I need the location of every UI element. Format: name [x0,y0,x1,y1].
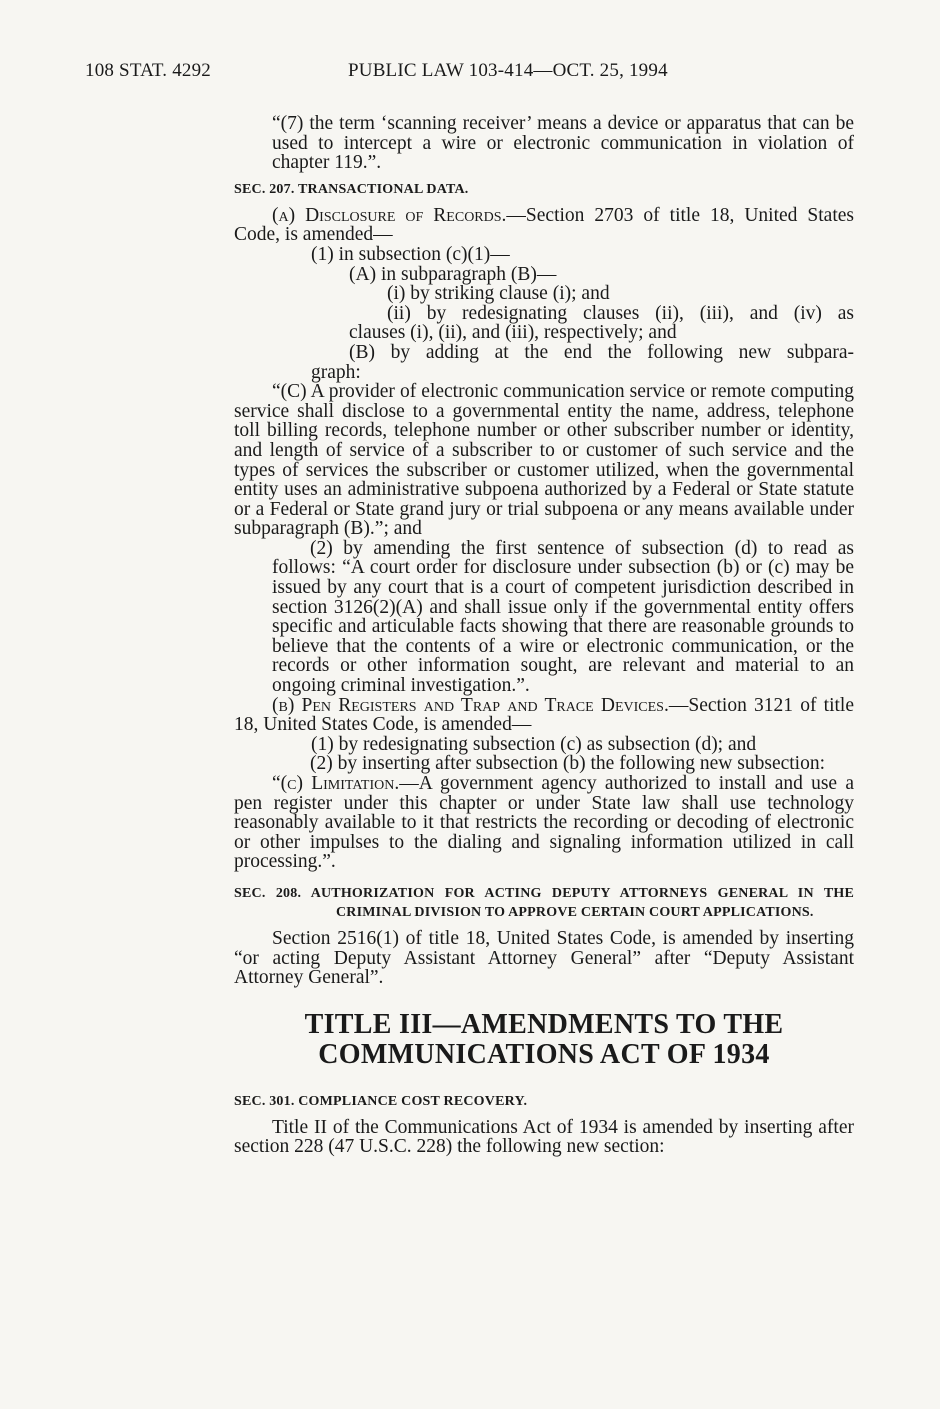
quoted-subsection-c [234,774,854,872]
subsection-b-label: (b) Pen Registers and Trap and Trace Devices. [272,694,669,716]
clause-a1Aii-line2: clauses (i), (ii), and (iii), respectively; and [349,322,677,344]
paragraph-a1: (1) in subsection (c)(1)— [311,243,510,265]
title-iii-heading [234,1010,854,1070]
document-body [234,114,854,1157]
title-iii-line2: COMMUNICATIONS ACT OF 1934 [318,1038,770,1070]
clause-a1Ai: (i) by striking clause (i); and [387,283,610,305]
paragraph-b2: (2) by inserting after subsection (b) the following new subsection: [310,753,826,775]
statute-page-number: 108 STAT. 4292 [85,60,212,81]
paragraph-a1B-line1: (B) by adding at the end the following new subpara- [349,341,854,363]
section-301-heading: SEC. 301. COMPLIANCE COST RECOVERY. [234,1093,528,1109]
paragraph-a2: (2) by amending the first sentence of subsection (d) to read as follows: “A court order for disclosure under subsection (b) or (c) may be issued by any court that is a court of competent jurisdiction described in section 3126(2)(A) and shall issue only if the governmental entity offers specific and articulable facts showing that there are reasonable grounds to believe that the contents of a wire or electronic communication, or the records or other information sought, are relevant and material to an ongoing criminal investigation.”. [272,537,854,697]
section-301-text: Title II of the Communications Act of 1934 is amended by inserting after section 228 (47 U.S.C. 228) the following new section: [234,1116,854,1158]
subsection-b-text: —Section 3121 of title 18, United States Code, is amended— [234,694,854,736]
quoted-subparagraph-C: “(C) A provider of electronic communication service or remote computing service shall disclose to a governmental entity the name, address, telephone toll billing records, telephone number or other subscriber number or identity, and length of service of a subscriber to or customer of such service and the types of services the subscriber or customer utilized, when the governmental entity uses an administrative subpoena authorized by a Federal or State statute or a Federal or State grand jury or trial subpoena or any means available under subparagraph (B).”; and [234,381,854,540]
subsection-c-text: —A government agency authorized to install and use a pen register under this chapter or under State law shall use technology reasonably available to it that restricts the recording or decoding of electronic or other impulses to the dialing and signaling information utilized in call processing.”. [234,773,854,873]
subsection-a [234,206,854,245]
subsection-b [234,696,854,735]
subsection-c-label: “(c) Limitation. [272,773,400,794]
paragraph-b1: (1) by redesignating subsection (c) as subsection (d); and [311,733,757,755]
public-law-citation: PUBLIC LAW 103-414—OCT. 25, 1994 [348,60,668,81]
title-iii-line1: TITLE III—AMENDMENTS TO THE [304,1008,784,1040]
subsection-a-label: (a) Disclosure of Records. [272,204,507,226]
paragraph-7: “(7) the term ‘scanning receiver’ means a device or apparatus that can be used to intercept a wire or electronic communication in violation of chapter 119.”. [272,113,854,174]
section-208-heading: SEC. 208. AUTHORIZATION FOR ACTING DEPUTY ATTORNEYS GENERAL IN THE CRIMINAL DIVISION TO APPROVE CERTAIN COURT APPLICATIONS. [234,885,854,920]
paragraph-a1B-line2: graph: [311,361,361,383]
subsection-a-text: —Section 2703 of title 18, United States Code, is amended— [234,204,854,246]
section-207-heading: SEC. 207. TRANSACTIONAL DATA. [234,181,469,197]
section-208-text: Section 2516(1) of title 18, United States Code, is amended by inserting “or acting Deputy Assistant Attorney General” after “Deputy Assistant Attorney General”. [234,927,854,989]
clause-a1Aii-line1: (ii) by redesignating clauses (ii), (iii), and (iv) as [387,302,854,324]
paragraph-a1A: (A) in subparagraph (B)— [349,263,557,285]
